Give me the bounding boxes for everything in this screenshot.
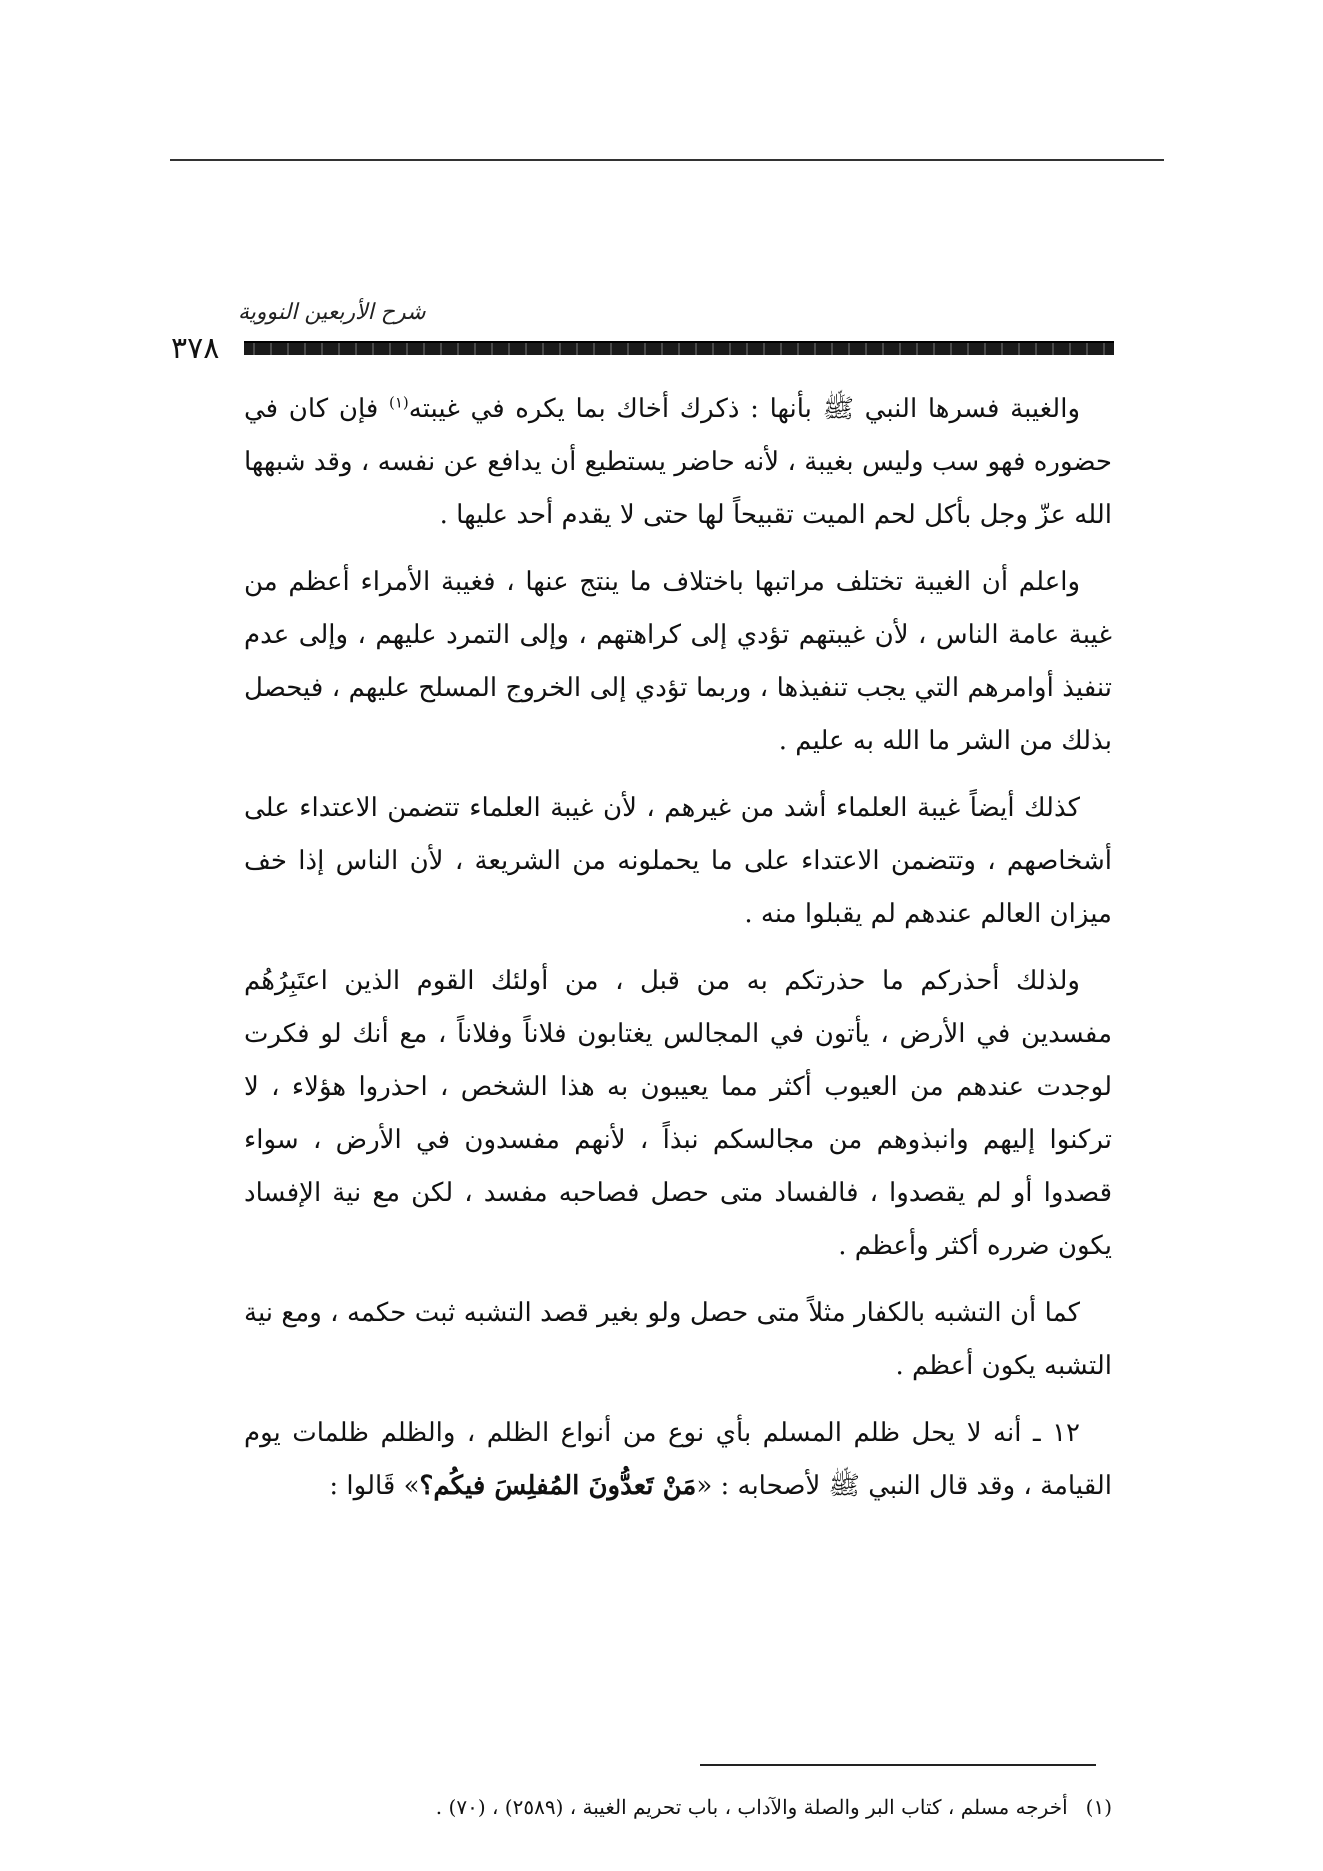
paragraph-5: كما أن التشبه بالكفار مثلاً متى حصل ولو بغير قصد التشبه ثبت حكمه ، ومع نية التشبه يكون أعظم . (244, 1298, 1112, 1381)
top-rule (170, 159, 1164, 161)
paragraph-6 (244, 1407, 1112, 1513)
hadith-quote: مَنْ تَعدُّونَ المُفلِسَ فيكُم؟ (419, 1471, 697, 1501)
footnote (300, 1792, 1112, 1822)
paragraph-2: واعلم أن الغيبة تختلف مراتبها باختلاف ما ينتج عنها ، فغيبة الأمراء أعظم من غيبة عامة الناس ، لأن غيبتهم تؤدي إلى كراهتهم ، وإلى التمرد عليهم ، وإلى عدم تنفيذ أوامرهم التي يجب تنفيذها ، وربما تؤدي إلى الخروج المسلح عليهم ، فيحصل بذلك من الشر ما الله به عليم . (244, 567, 1112, 756)
running-head: شرح الأربعين النووية (238, 300, 426, 325)
paragraph-6-end: » قَالوا : (329, 1471, 420, 1501)
footnote-rule (700, 1764, 1096, 1766)
body-text (244, 383, 1112, 1523)
page-number: ٣٧٨ (171, 331, 220, 366)
paragraph-1 (244, 383, 1112, 542)
header-bar (244, 341, 1114, 355)
paragraph-1-end: فإن كان في حضوره فهو سب وليس بغيبة ، لأنه حاضر يستطيع أن يدافع عن نفسه ، وقد شبهها الله عزّ وجل بأكل لحم الميت تقبيحاً لها حتى لا يقدم أحد عليها . (244, 394, 1112, 530)
paragraph-3: كذلك أيضاً غيبة العلماء أشد من غيرهم ، لأن غيبة العلماء تتضمن الاعتداء على أشخاصهم ، وتتضمن الاعتداء على ما يحملونه من الشريعة ، لأن الناس إذا خف ميزان العالم عندهم لم يقبلوا منه . (244, 793, 1112, 929)
footnote-reference: (١) (388, 393, 409, 412)
footnote-number: (١) (1085, 1795, 1112, 1819)
paragraph-1-start: والغيبة فسرها النبي ﷺ بأنها : ذكرك أخاك بما يكره في غيبته (408, 394, 1081, 424)
paragraph-6-start: ١٢ ـ أنه لا يحل ظلم المسلم بأي نوع من أنواع الظلم ، والظلم ظلمات يوم القيامة ، وقد قال النبي ﷺ لأصحابه : « (244, 1418, 1112, 1501)
paragraph-4: ولذلك أحذركم ما حذرتكم به من قبل ، من أولئك القوم الذين اعتَبِرُهُم مفسدين في الأرض ، يأتون في المجالس يغتابون فلاناً وفلاناً ، مع أنك لو فكرت لوجدت عندهم من العيوب أكثر مما يعيبون به هذا الشخص ، احذروا هؤلاء ، لا تركنوا إليهم وانبذوهم من مجالسكم نبذاً ، لأنهم مفسدون في الأرض ، سواء قصدوا أو لم يقصدوا ، فالفساد متى حصل فصاحبه مفسد ، لكن مع نية الإفساد يكون ضرره أكثر وأعظم . (244, 966, 1112, 1261)
footnote-text: أخرجه مسلم ، كتاب البر والصلة والآداب ، باب تحريم الغيبة ، (٢٥٨٩) ، (٧٠) . (435, 1795, 1068, 1819)
